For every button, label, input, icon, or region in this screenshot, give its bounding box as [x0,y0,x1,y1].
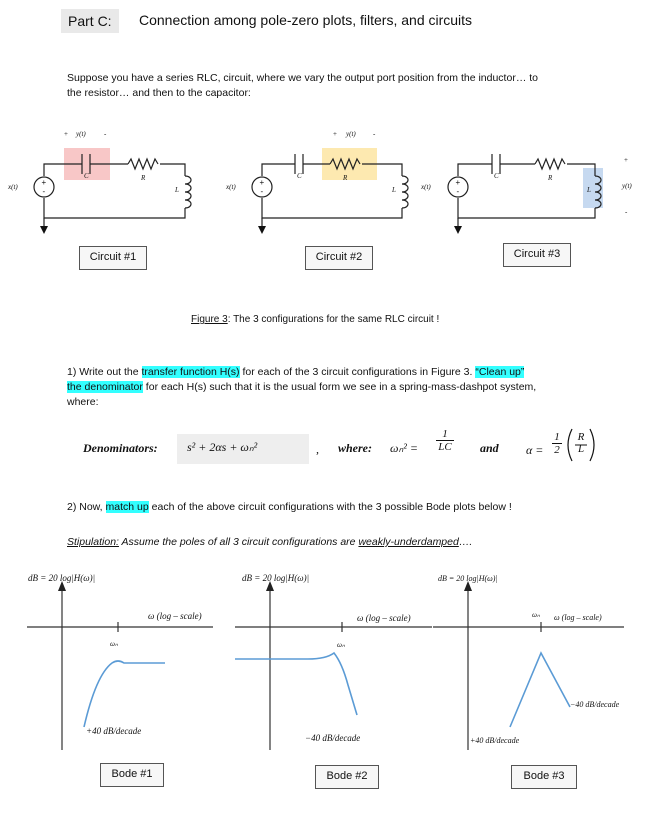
where-label: where: [338,441,372,455]
q2-highlight-match-up: match up [105,501,149,513]
stipulation-label: Stipulation: [67,536,119,548]
circuit1-source-label: x(t) [8,183,18,191]
bode3-slope-left-label: +40 dB/decade [470,736,520,745]
figure-caption-text: The 3 configurations for the same RLC circuit ! [230,314,440,325]
circuit1-c-label: C [84,172,89,180]
bode1-y-label: dB = 20 log|H(ω)| [28,573,96,583]
stipulation-tail: …. [458,536,473,548]
alpha-equation-lhs: α = [526,443,544,457]
circuit2-inductor [402,176,408,208]
q1-mid: for each of the 3 circuit configurations in Figure 3. [239,366,476,378]
denominator-comma: , [316,442,319,456]
circuit3-bottom-wire [458,198,595,218]
circuit3-capacitor [492,154,500,174]
bode2-wn-label: ωₙ [337,641,345,649]
q1-pre: 1) Write out the [67,366,142,378]
circuit1-resistor [128,159,158,169]
intro-line-1: Suppose you have a series RLC, circuit, where we vary the output port position from the inductor… to [67,72,538,84]
part-label: Part C: [61,9,119,33]
alpha-paren-fraction [575,431,587,455]
bode3-label-box: Bode #3 [511,765,577,789]
circuit2-out-minus: - [373,130,376,138]
bode1-label-box: Bode #1 [100,763,164,787]
bode2-slope-label: −40 dB/decade [305,733,361,743]
circuit1-out-label: y(t) [76,130,86,138]
circuit-figure [0,118,658,238]
bode3-curve [510,653,570,727]
circuit3-out-minus: - [625,208,628,216]
circuit2-r-label: R [343,174,348,182]
circuit1-l-label: L [175,186,179,194]
bode1-slope-label: +40 dB/decade [86,726,142,736]
circuit3-resistor [535,159,565,169]
omega-numerator: 1 [442,428,448,440]
bode3-slope-right-label: −40 dB/decade [570,700,620,709]
circuit1-source-plus: + [41,178,47,187]
and-label: and [480,441,499,455]
question-1 [67,365,627,410]
circuit2-source-label: x(t) [226,183,236,191]
bode2-label-box: Bode #2 [315,765,379,789]
bode1-x-label: ω (log – scale) [148,611,202,621]
denominators-label: Denominators: [83,441,158,455]
circuit2-bottom-wire [262,198,402,218]
circuit1-out-minus: - [104,130,107,138]
circuit3-out-label: y(t) [622,182,632,190]
bode3-y-label: dB = 20 log|H(ω)| [438,574,498,583]
circuit1-out-plus: + [64,130,68,138]
circuit2-out-plus: + [333,130,337,138]
circuit3-out-plus: + [624,156,628,164]
figure-label: Figure 3 [191,314,228,325]
question-1-line-2 [67,380,627,395]
bode3-x-label: ω (log – scale) [554,613,602,622]
alpha-numerator: 1 [554,431,560,443]
bode3-wn-label: ωₙ [532,611,540,619]
page-title: Connection among pole-zero plots, filters, and circuits [139,12,473,28]
circuit3-top-wire [458,164,595,176]
circuit3-source-minus: - [456,187,460,196]
bode2-x-label: ω (log – scale) [357,613,411,623]
omega-equation-lhs: ωₙ² = [390,441,418,455]
omega-fraction [436,428,454,453]
circuit3-c-label: C [494,172,499,180]
circuit2-source-minus: - [260,187,264,196]
omega-denominator: LC [436,440,454,453]
circuit2-label-box: Circuit #2 [305,246,373,270]
circuit1-r-label: R [141,174,146,182]
circuit3-label-box: Circuit #3 [503,243,571,267]
circuit1-source-minus: - [42,187,46,196]
bode-figure [0,565,658,765]
stipulation-weakly-underdamped: weakly-underdamped [358,536,459,548]
circuit2-ground-icon [258,226,266,234]
bode2-curve [235,653,357,715]
q1-mid-2: for each H(s) such that it is the usual form we see in a spring-mass-dashpot system, [142,381,537,393]
q1-highlight-transfer-function: transfer function H(s) [141,366,240,378]
circuit3-source-label: x(t) [421,183,431,191]
alpha-paren-denominator: L [577,443,585,455]
circuit1-label-box: Circuit #1 [79,246,147,270]
figure-caption [191,314,439,325]
q2-post: each of the above circuit configurations with the 3 possible Bode plots below ! [148,501,512,513]
q1-highlight-denominator: the denominator [67,381,143,393]
alpha-denominator: 2 [552,443,562,456]
denominator-expression: s² + 2αs + ωₙ² [187,440,258,454]
circuit2-source-plus: + [259,178,265,187]
q2-pre: 2) Now, [67,501,106,513]
circuit2-out-label: y(t) [346,130,356,138]
figure-colon: : [227,314,231,325]
bode1-wn-label: ωₙ [110,640,118,648]
q1-highlight-clean-up: “Clean up” [475,366,525,378]
intro-line-2: the resistor… and then to the capacitor: [67,87,251,99]
bode1-curve [84,661,165,727]
circuit1-bottom-wire [44,198,185,218]
circuit2-c-label: C [297,172,302,180]
circuit3-source-plus: + [455,178,461,187]
circuit2-capacitor [295,154,303,174]
circuit2-l-label: L [392,186,396,194]
circuit3-r-label: R [548,174,553,182]
circuit3-ground-icon [454,226,462,234]
stipulation [67,535,472,550]
question-2 [67,500,512,515]
question-1-line-1 [67,365,627,380]
stipulation-text: Assume the poles of all 3 circuit configurations are [118,536,359,548]
circuit1-inductor [185,176,191,208]
alpha-fraction [552,431,562,456]
circuit1-ground-icon [40,226,48,234]
alpha-paren-numerator: R [577,431,585,443]
bode2-y-label: dB = 20 log|H(ω)| [242,573,310,583]
question-1-line-3: where: [67,396,99,408]
circuit3-l-label: L [587,186,591,194]
